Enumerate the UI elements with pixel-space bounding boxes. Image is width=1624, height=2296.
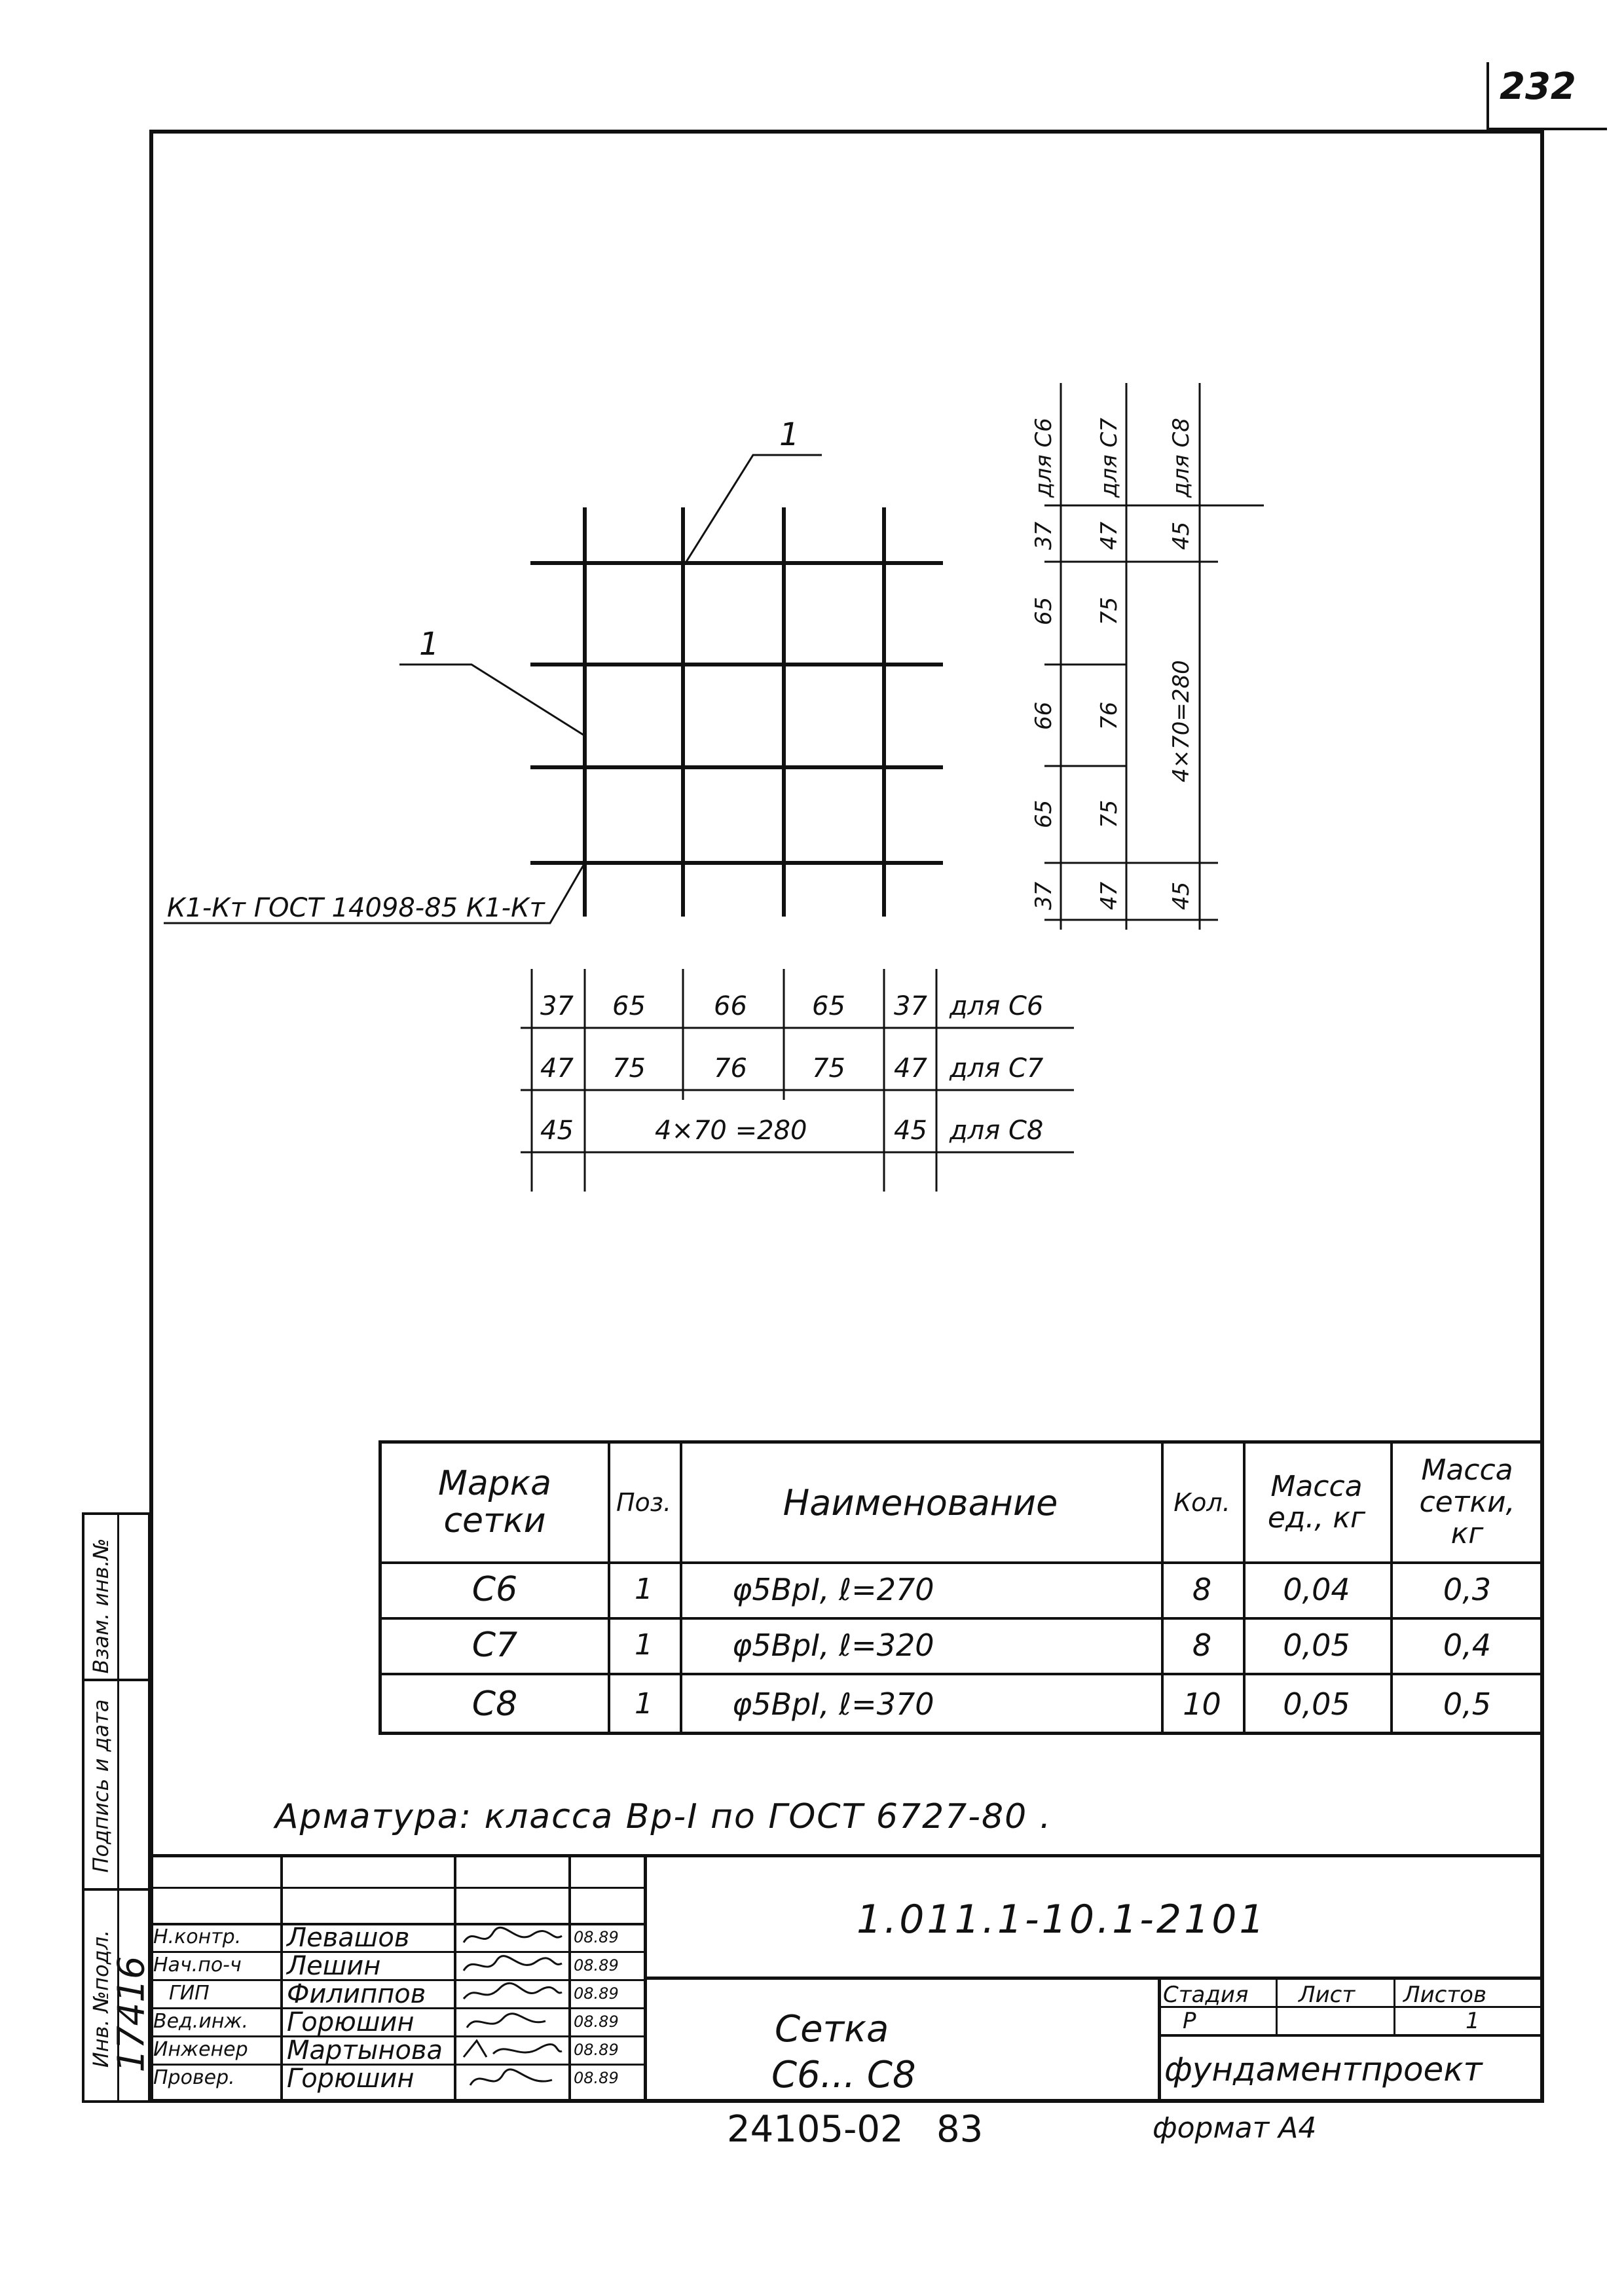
side-stamp xyxy=(82,1512,151,2103)
callout-text: К1-Кт ГОСТ 14098-85 К1-Кт xyxy=(167,893,545,923)
svg-text:47: 47 xyxy=(540,1053,574,1084)
table-row-2-qty: 8 xyxy=(1192,1627,1212,1663)
note-text: Арматура: класса Вр-I по ГОСТ 6727-80 . xyxy=(275,1797,1052,1836)
bd-label-c6: для С6 xyxy=(950,991,1044,1021)
table-row-2-mark: С7 xyxy=(471,1625,518,1665)
svg-text:76: 76 xyxy=(714,1053,747,1084)
svg-text:66: 66 xyxy=(1031,701,1057,730)
staff-date-6: 08.89 xyxy=(574,2069,619,2087)
table-row-1-name: φ5ВрI, ℓ=270 xyxy=(732,1571,934,1607)
staff-date-5: 08.89 xyxy=(574,2041,619,2059)
th-unit-mass: Масса ед., кг xyxy=(1267,1469,1366,1535)
th-pos: Поз. xyxy=(616,1488,672,1517)
svg-text:47: 47 xyxy=(1096,881,1122,910)
th-qty: Кол. xyxy=(1173,1488,1230,1517)
svg-text:37: 37 xyxy=(1031,521,1057,550)
staff-role-2: Нач.по-ч xyxy=(153,1954,242,1977)
th-name: Наименование xyxy=(783,1482,1058,1523)
staff-role-4: Вед.инж. xyxy=(153,2010,248,2033)
svg-text:65: 65 xyxy=(612,991,646,1021)
table-row-2-pos: 1 xyxy=(635,1628,653,1662)
rd-header-c6: для С6 xyxy=(1031,418,1057,498)
organization: фундаментпроект xyxy=(1164,2050,1483,2088)
table-row-1-unit-mass: 0,04 xyxy=(1283,1571,1350,1607)
staff-role-3: ГИП xyxy=(169,1982,210,2005)
staff-name-3: Филиппов xyxy=(287,1979,426,2009)
th-mark: Марка сетки xyxy=(437,1463,551,1540)
table-row-3-unit-mass: 0,05 xyxy=(1283,1686,1350,1722)
svg-text:45: 45 xyxy=(1168,881,1194,910)
table-row-1-qty: 8 xyxy=(1192,1571,1212,1607)
staff-name-6: Горюшин xyxy=(287,2064,415,2094)
pos-label-top: 1 xyxy=(779,416,800,453)
signatures xyxy=(454,1923,568,2103)
inv-number: 17416 xyxy=(110,1956,153,2073)
svg-text:37: 37 xyxy=(540,991,574,1021)
svg-text:75: 75 xyxy=(612,1053,646,1084)
staff-name-4: Горюшин xyxy=(287,2007,415,2037)
sheets-label: Листов xyxy=(1403,1982,1487,2008)
svg-text:45: 45 xyxy=(1168,521,1194,550)
staff-date-2: 08.89 xyxy=(574,1956,619,1975)
staff-role-1: Н.контр. xyxy=(153,1925,242,1948)
sheets-value: 1 xyxy=(1466,2008,1480,2034)
svg-text:45: 45 xyxy=(894,1116,927,1146)
pos-label-left: 1 xyxy=(419,626,439,663)
staff-date-1: 08.89 xyxy=(574,1928,619,1946)
th-mesh-mass: Масса сетки, кг xyxy=(1419,1453,1515,1551)
svg-text:75: 75 xyxy=(1096,799,1122,828)
archive-number-2: 83 xyxy=(936,2108,984,2151)
svg-text:47: 47 xyxy=(894,1053,927,1084)
svg-text:47: 47 xyxy=(1096,521,1122,550)
staff-name-1: Левашов xyxy=(287,1923,410,1953)
svg-text:65: 65 xyxy=(812,991,845,1021)
rd-header-c7: для С7 xyxy=(1096,418,1122,498)
stage-label: Стадия xyxy=(1163,1982,1249,2008)
svg-text:65: 65 xyxy=(1031,799,1057,828)
stage-value: Р xyxy=(1183,2008,1196,2034)
table-row-3-pos: 1 xyxy=(635,1687,653,1721)
sheet-label: Лист xyxy=(1299,1982,1356,2008)
doc-title-line1: Сетка xyxy=(775,2008,889,2050)
svg-text:76: 76 xyxy=(1096,701,1122,730)
leader-left xyxy=(399,665,586,737)
table-row-3-qty: 10 xyxy=(1183,1686,1221,1722)
table-row-3-name: φ5ВрI, ℓ=370 xyxy=(732,1686,934,1722)
title-block xyxy=(149,1854,1544,2106)
svg-text:75: 75 xyxy=(812,1053,845,1084)
table-row-3-mark: С8 xyxy=(471,1684,518,1724)
svg-text:65: 65 xyxy=(1031,596,1057,625)
table-row-2-unit-mass: 0,05 xyxy=(1283,1627,1350,1663)
svg-text:4×70=280: 4×70=280 xyxy=(1168,660,1194,782)
mesh xyxy=(530,507,943,917)
staff-name-5: Мартынова xyxy=(287,2035,443,2066)
staff-date-3: 08.89 xyxy=(574,1984,619,2003)
leader-top xyxy=(686,455,822,562)
spec-table xyxy=(378,1440,1544,1735)
svg-text:37: 37 xyxy=(1031,881,1057,910)
replace-inv-label: Взам. инв.№ xyxy=(88,1538,113,1674)
table-row-3-mesh-mass: 0,5 xyxy=(1443,1686,1492,1722)
svg-text:37: 37 xyxy=(894,991,927,1021)
sheet-number: 232 xyxy=(1500,65,1576,108)
staff-name-2: Лешин xyxy=(287,1951,381,1981)
staff-role-5: Инженер xyxy=(153,2038,248,2061)
table-row-1-mesh-mass: 0,3 xyxy=(1443,1571,1492,1607)
bd-label-c8: для С8 xyxy=(950,1116,1044,1146)
table-row-1-pos: 1 xyxy=(635,1573,653,1606)
staff-role-6: Провер. xyxy=(153,2066,235,2089)
table-row-2-mesh-mass: 0,4 xyxy=(1443,1627,1492,1663)
svg-text:4×70 =280: 4×70 =280 xyxy=(655,1116,807,1146)
archive-number: 24105-02 xyxy=(727,2108,904,2151)
bd-label-c7: для С7 xyxy=(950,1053,1044,1084)
doc-code: 1.011.1-10.1-2101 xyxy=(857,1897,1267,1942)
inv-orig-label: Инв. №подл. xyxy=(88,1929,113,2068)
svg-text:45: 45 xyxy=(540,1116,574,1146)
table-row-1-mark: С6 xyxy=(471,1569,518,1609)
svg-text:66: 66 xyxy=(714,991,747,1021)
sign-date-label: Подпись и дата xyxy=(88,1699,113,1873)
table-row-2-name: φ5ВрI, ℓ=320 xyxy=(732,1627,934,1663)
svg-text:75: 75 xyxy=(1096,596,1122,625)
rd-header-c8: для С8 xyxy=(1168,418,1194,498)
doc-title-line2: С6... С8 xyxy=(771,2054,916,2096)
staff-date-4: 08.89 xyxy=(574,2013,619,2031)
format-label: формат А4 xyxy=(1153,2111,1317,2145)
